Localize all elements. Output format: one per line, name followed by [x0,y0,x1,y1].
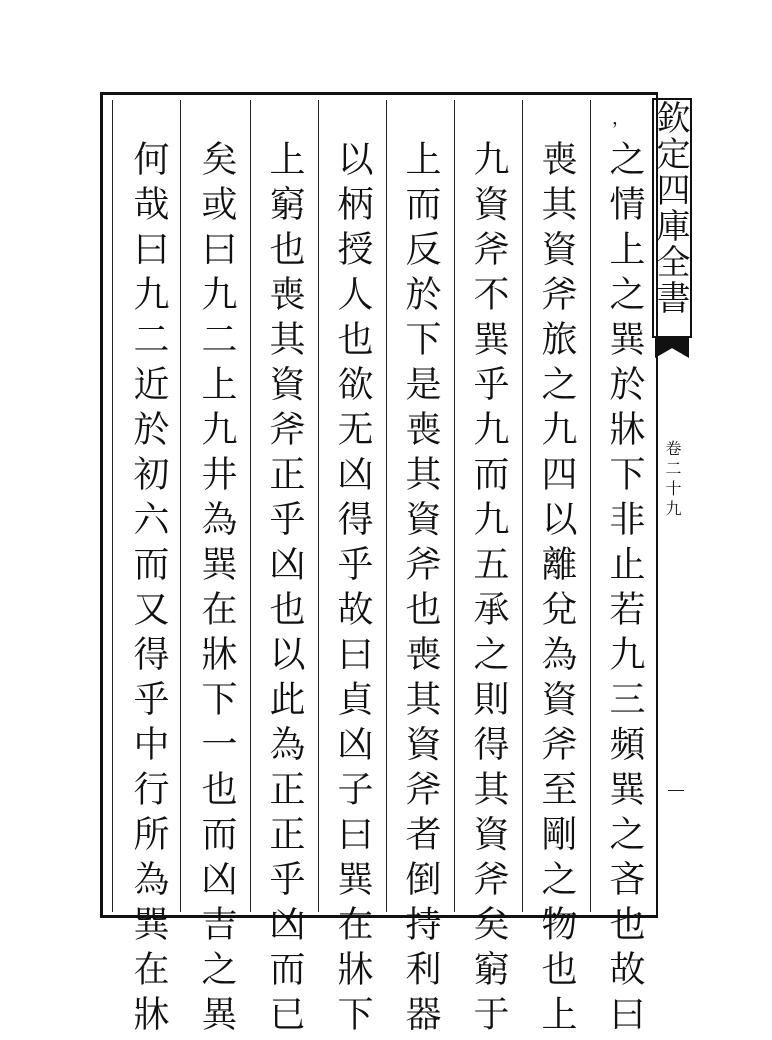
book-title: 欽定四庫全書 [652,98,692,338]
column-rule [386,100,387,912]
text-column-3: 九資斧不巽乎九而九五承之則得其資斧矣窮于 [468,140,509,1040]
column-rule [180,100,181,912]
text-column-4: 上而反於下是喪其資斧也喪其資斧者倒持利器 [400,140,441,1040]
column-rule [250,100,251,912]
text-column-6: 上窮也喪其資斧正乎凶也以此為正正乎凶而已 [264,140,305,1040]
column-rule [590,100,591,912]
volume-label: 卷二十九 [663,440,682,520]
column-rule [318,100,319,912]
column-rule [454,100,455,912]
margin-tick [668,790,684,791]
punctuation-mark: ， [612,108,630,129]
text-column-7: 矣或曰九二上九井為巽在牀下一也而凶吉之異 [196,140,237,1040]
text-column-1: 之情上之巽於牀下非止若九三頻巽之吝也故曰 [604,140,645,1040]
text-column-5: 以柄授人也欲无凶得乎故曰貞凶子曰巽在牀下 [332,140,373,1040]
column-rule [522,100,523,912]
text-column-2: 喪其資斧旅之九四以離兌為資斧至剛之物也上 [536,140,577,1040]
text-column-8: 何哉曰九二近於初六而又得乎中行所為巽在牀 [128,140,169,1040]
